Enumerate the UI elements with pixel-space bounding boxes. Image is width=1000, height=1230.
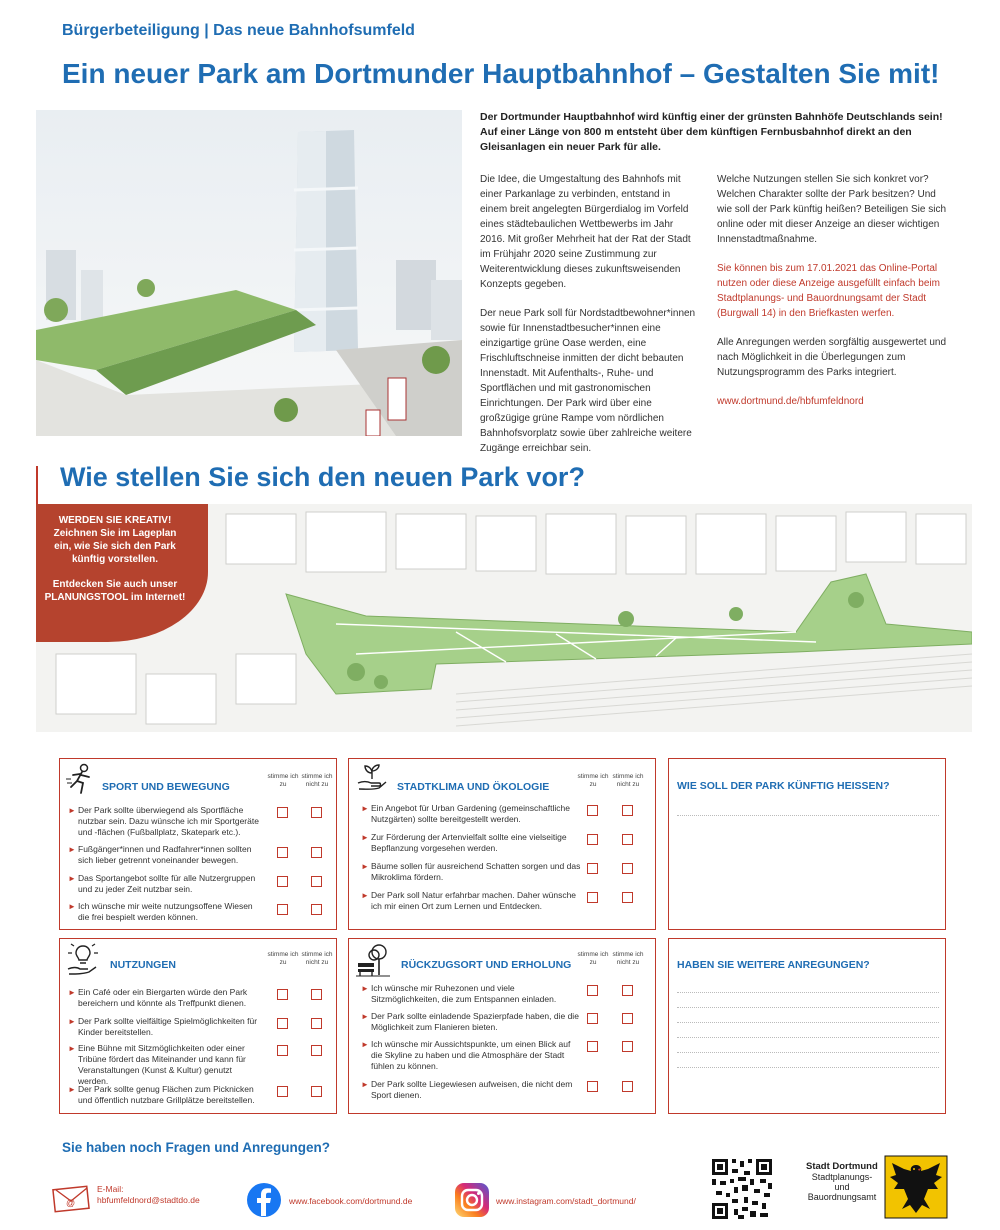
card-recreation <box>348 938 656 1114</box>
callout-text: Zeichnen Sie im Lageplan ein, wie Sie sich den Park künftig vorstellen. <box>53 528 177 565</box>
checkbox-agree[interactable] <box>277 876 288 887</box>
statement-text: Ich wünsche mir weite nutzungsoffene Wiesen die frei bespielt werden können. <box>78 901 253 922</box>
statement-text: Ich wünsche mir Ruhezonen und viele Sitzmöglichkeiten, die zum Entspannen einladen. <box>371 983 557 1004</box>
callout-link-text: Entdecken Sie auch unser PLANUNGSTOOL im Internet! <box>44 579 186 603</box>
checkbox-agree[interactable] <box>277 904 288 915</box>
org-name: Stadt Dortmund <box>806 1161 878 1172</box>
checkbox-agree[interactable] <box>277 1045 288 1056</box>
statement-text: Bäume sollen für ausreichend Schatten sorgen und das Mikroklima fördern. <box>371 861 581 882</box>
statement-text: Das Sportangebot sollte für alle Nutzergruppen und zu jeder Zeit nutzbar sein. <box>78 873 256 894</box>
paragraph: Die Idee, die Umgestaltung des Bahnhofs mit einer Parkanlage zu verbinden, entstand in einem breit angelegten Bürgerdialog im Vorfeld eines städtebaulichen Wettbewerbs im Jahr 2016. Mit großer Mehrheit hat der Rat der Stadt im Frühjahr 2020 seine Zustimmung zur Weiterentwicklung dieses zukunftsweisenden Konzepts gegeben. <box>480 174 691 290</box>
checkbox-agree[interactable] <box>587 863 598 874</box>
paragraph: Der neue Park soll für Nordstadtbewohner*innen sowie für Innenstadtbesucher*innen eine einzigartige grüne Oase werden, eine Frischluftschneise inmitten der dicht bebauten Innenstadt. Mit Aufenthalts-, Ruhe- und Sportflächen und mit gastronomischen Einrichtungen. Der Park wird über eine großzügige grüne Rampe vom nördlichen Bahnhofsvorplatz sowie über zahlreiche weitere Zugänge erreichbar sein. <box>480 308 696 454</box>
statement-item: ► Zur Förderung der Artenvielfalt sollte eine vielseitige Bepflanzung vorgesehen werden. <box>361 832 567 853</box>
writing-line[interactable] <box>677 1007 939 1008</box>
mail-icon <box>52 1184 90 1214</box>
statement-item: ► Ich wünsche mir Ruhezonen und viele Sitzmöglichkeiten, die zum Entspannen einladen. <box>361 983 557 1004</box>
col-header-disagree: stimme ich nicht zu <box>301 773 333 788</box>
statement-item: ► Ein Angebot für Urban Gardening (gemeinschaftliche Nutzgärten) sollte bereitgestellt werden. <box>361 803 570 824</box>
paragraph: Alle Anregungen werden sorgfältig ausgewertet und nach Möglichkeit in die Überlegungen zum Nutzungsprogramm des Parks integriert. <box>717 337 947 378</box>
writing-line[interactable] <box>677 1037 939 1038</box>
kicker: Bürgerbeteiligung | Das neue Bahnhofsumfeld <box>62 22 415 39</box>
writing-line[interactable] <box>677 815 939 816</box>
checkbox-disagree[interactable] <box>311 1045 322 1056</box>
qr-code[interactable] <box>710 1157 774 1221</box>
writing-line[interactable] <box>677 1067 939 1068</box>
statement-item: ► Der Park sollte überwiegend als Sportfläche nutzbar sein. Dazu wünsche ich mir Sportgeräte und -flächen (Fußballplatz, Skatepark etc.). <box>68 805 259 837</box>
statement-text: Der Park sollte Liegewiesen aufweisen, die nicht dem Sport dienen. <box>371 1079 573 1100</box>
col-header-agree: stimme ich zu <box>267 951 299 966</box>
text-column-2 <box>717 172 949 423</box>
card-further-suggestions[interactable] <box>668 938 946 1114</box>
email-label: E-Mail: <box>97 1184 124 1194</box>
headline: Ein neuer Park am Dortmunder Hauptbahnhof – Gestalten Sie mit! <box>62 58 940 89</box>
statement-item: ► Der Park sollte vielfältige Spielmöglichkeiten für Kinder bereitstellen. <box>68 1016 258 1037</box>
statement-text: Der Park sollte einladende Spazierpfade haben, die die Möglichkeit zum Flanieren bieten. <box>371 1011 579 1032</box>
statement-text: Ich wünsche mir Aussichtspunkte, um einen Blick auf die Skyline zu haben und die Atmosphäre der Stadt fühlen zu können. <box>371 1039 571 1071</box>
statement-text: Der Park soll Natur erfahrbar machen. Daher wünsche ich mir einen Ort zum Lernen und Entdecken. <box>371 890 577 911</box>
checkbox-disagree[interactable] <box>311 1086 322 1097</box>
checkbox-agree[interactable] <box>277 807 288 818</box>
checkbox-agree[interactable] <box>587 1013 598 1024</box>
runner-icon <box>65 763 97 795</box>
checkbox-agree[interactable] <box>587 1041 598 1052</box>
checkbox-disagree[interactable] <box>622 805 633 816</box>
statement-text: Zur Förderung der Artenvielfalt sollte eine vielseitige Bepflanzung vorgesehen werden. <box>371 832 567 853</box>
writing-line[interactable] <box>677 1052 939 1053</box>
checkbox-agree[interactable] <box>587 985 598 996</box>
writing-line[interactable] <box>677 1022 939 1023</box>
text-column-1 <box>480 172 698 470</box>
paragraph: Welche Nutzungen stellen Sie sich konkret vor? Welchen Charakter sollte der Park besitzen? Und wie soll der Park künftig heißen? Beteiligen Sie sich online oder mit dieser Anzeige an dieser wichtigen Innenstadtmaßnahme. <box>717 174 947 245</box>
statement-item: ► Eine Bühne mit Sitzmöglichkeiten oder einer Tribüne fördert das Miteinander und kann für Veranstaltungen (Kunst & Kultur) genutzt werden. <box>68 1043 246 1086</box>
statement-item: ► Der Park sollte Liegewiesen aufweisen, die nicht dem Sport dienen. <box>361 1079 573 1100</box>
checkbox-agree[interactable] <box>277 847 288 858</box>
checkbox-disagree[interactable] <box>311 876 322 887</box>
statement-item: ► Das Sportangebot sollte für alle Nutzergruppen und zu jeder Zeit nutzbar sein. <box>68 873 256 894</box>
statement-text: Der Park sollte überwiegend als Sportfläche nutzbar sein. Dazu wünsche ich mir Sportgeräte und -flächen (Fußballplatz, Skatepark etc.). <box>78 805 259 837</box>
statement-item: ► Bäume sollen für ausreichend Schatten sorgen und das Mikroklima fördern. <box>361 861 581 882</box>
col-header-disagree: stimme ich nicht zu <box>612 773 644 788</box>
svg-text:@: @ <box>66 1198 76 1208</box>
deadline-paragraph: Sie können bis zum 17.01.2021 das Online-Portal nutzen oder diese Anzeige ausgefüllt einfach beim Stadtplanungs- und Bauordnungsamt der Stadt (Burgwall 14) in den Briefkasten werfen. <box>717 263 940 319</box>
checkbox-disagree[interactable] <box>311 1018 322 1029</box>
col-header-disagree: stimme ich nicht zu <box>301 951 333 966</box>
checkbox-agree[interactable] <box>587 1081 598 1092</box>
card-title: SPORT UND BEWEGUNG <box>102 781 230 793</box>
col-header-agree: stimme ich zu <box>577 951 609 966</box>
instagram-icon[interactable] <box>454 1182 490 1218</box>
statement-text: Der Park sollte vielfältige Spielmöglichkeiten für Kinder bereitstellen. <box>78 1016 258 1037</box>
card-usage <box>59 938 337 1114</box>
footer-question: Sie haben noch Fragen und Anregungen? <box>62 1140 331 1155</box>
hero-image <box>36 110 462 436</box>
checkbox-agree[interactable] <box>587 892 598 903</box>
facebook-icon[interactable] <box>246 1182 282 1218</box>
statement-item: ► Der Park sollte einladende Spazierpfade haben, die die Möglichkeit zum Flanieren bieten. <box>361 1011 579 1032</box>
checkbox-disagree[interactable] <box>311 904 322 915</box>
statement-text: Ein Café oder ein Biergarten würde den Park bereichern und könnte als Treffpunkt dienen. <box>78 987 248 1008</box>
statement-item: ► Fußgänger*innen und Radfahrer*innen sollten sich lieber getrennt voneinander bewegen. <box>68 844 252 865</box>
section-title: Wie stellen Sie sich den neuen Park vor? <box>60 462 585 492</box>
card-title: RÜCKZUGSORT UND ERHOLUNG <box>401 959 572 971</box>
checkbox-disagree[interactable] <box>622 834 633 845</box>
checkbox-disagree[interactable] <box>311 989 322 1000</box>
email-link[interactable]: hbfumfeldnord@stadtdo.de <box>97 1195 200 1205</box>
col-header-disagree: stimme ich nicht zu <box>612 951 644 966</box>
website-link[interactable]: www.dortmund.de/hbfumfeldnord <box>717 396 864 407</box>
card-title: HABEN SIE WEITERE ANREGUNGEN? <box>677 959 870 971</box>
checkbox-disagree[interactable] <box>622 985 633 996</box>
plant-hand-icon <box>355 763 389 793</box>
checkbox-agree[interactable] <box>277 1018 288 1029</box>
checkbox-agree[interactable] <box>587 834 598 845</box>
statement-item: ► Der Park sollte genug Flächen zum Picknicken und öffentlich nutzbare Grillplätze bereitstellen. <box>68 1084 255 1105</box>
statement-item: ► Der Park soll Natur erfahrbar machen. Daher wünsche ich mir einen Ort zum Lernen und Entdecken. <box>361 890 577 911</box>
checkbox-disagree[interactable] <box>622 1041 633 1052</box>
statement-text: Ein Angebot für Urban Gardening (gemeinschaftliche Nutzgärten) sollte bereitgestellt werden. <box>371 803 570 824</box>
section-accent-line <box>36 466 38 508</box>
statement-item: ► Ein Café oder ein Biergarten würde den Park bereichern und könnte als Treffpunkt dienen. <box>68 987 248 1008</box>
col-header-agree: stimme ich zu <box>577 773 609 788</box>
instagram-link[interactable]: www.instagram.com/stadt_dortmund/ <box>496 1196 636 1206</box>
bench-tree-icon <box>355 943 391 977</box>
card-title: NUTZUNGEN <box>110 959 176 971</box>
checkbox-disagree[interactable] <box>311 847 322 858</box>
org-dept: Stadtplanungs- und Bauordnungsamt <box>807 1172 877 1202</box>
card-park-name[interactable] <box>668 758 946 930</box>
checkbox-disagree[interactable] <box>622 863 633 874</box>
facebook-link[interactable]: www.facebook.com/dortmund.de <box>289 1196 413 1206</box>
card-sport <box>59 758 337 930</box>
statement-text: Fußgänger*innen und Radfahrer*innen sollten sich lieber getrennt voneinander bewegen. <box>78 844 252 865</box>
org-name-block <box>806 1161 878 1202</box>
lightbulb-hand-icon <box>65 943 99 975</box>
card-title: STADTKLIMA UND ÖKOLOGIE <box>397 781 550 793</box>
callout-heading: WERDEN SIE KREATIV! <box>58 515 172 526</box>
checkbox-disagree[interactable] <box>622 892 633 903</box>
checkbox-disagree[interactable] <box>622 1013 633 1024</box>
checkbox-disagree[interactable] <box>622 1081 633 1092</box>
card-title: WIE SOLL DER PARK KÜNFTIG HEISSEN? <box>677 780 890 792</box>
col-header-agree: stimme ich zu <box>267 773 299 788</box>
coat-of-arms-logo <box>884 1155 948 1219</box>
checkbox-agree[interactable] <box>587 805 598 816</box>
statement-text: Eine Bühne mit Sitzmöglichkeiten oder einer Tribüne fördert das Miteinander und kann für Veranstaltungen (Kunst & Kultur) genutzt werden. <box>78 1043 246 1086</box>
statement-item: ► Ich wünsche mir Aussichtspunkte, um einen Blick auf die Skyline zu haben und die Atmosphäre der Stadt fühlen zu können. <box>361 1039 571 1071</box>
checkbox-disagree[interactable] <box>311 807 322 818</box>
checkbox-agree[interactable] <box>277 1086 288 1097</box>
intro-text: Der Dortmunder Hauptbahnhof wird künftig einer der grünsten Bahnhöfe Deutschlands sein! Auf einer Länge von 800 m entsteht über dem künftigen Fernbusbahnhof direkt an den Gleisanlagen ein neuer Park für alle. <box>480 111 943 153</box>
card-climate <box>348 758 656 930</box>
writing-line[interactable] <box>677 992 939 993</box>
statement-item: ► Ich wünsche mir weite nutzungsoffene Wiesen die frei bespielt werden können. <box>68 901 253 922</box>
statement-text: Der Park sollte genug Flächen zum Picknicken und öffentlich nutzbare Grillplätze bereitstellen. <box>78 1084 255 1105</box>
checkbox-agree[interactable] <box>277 989 288 1000</box>
